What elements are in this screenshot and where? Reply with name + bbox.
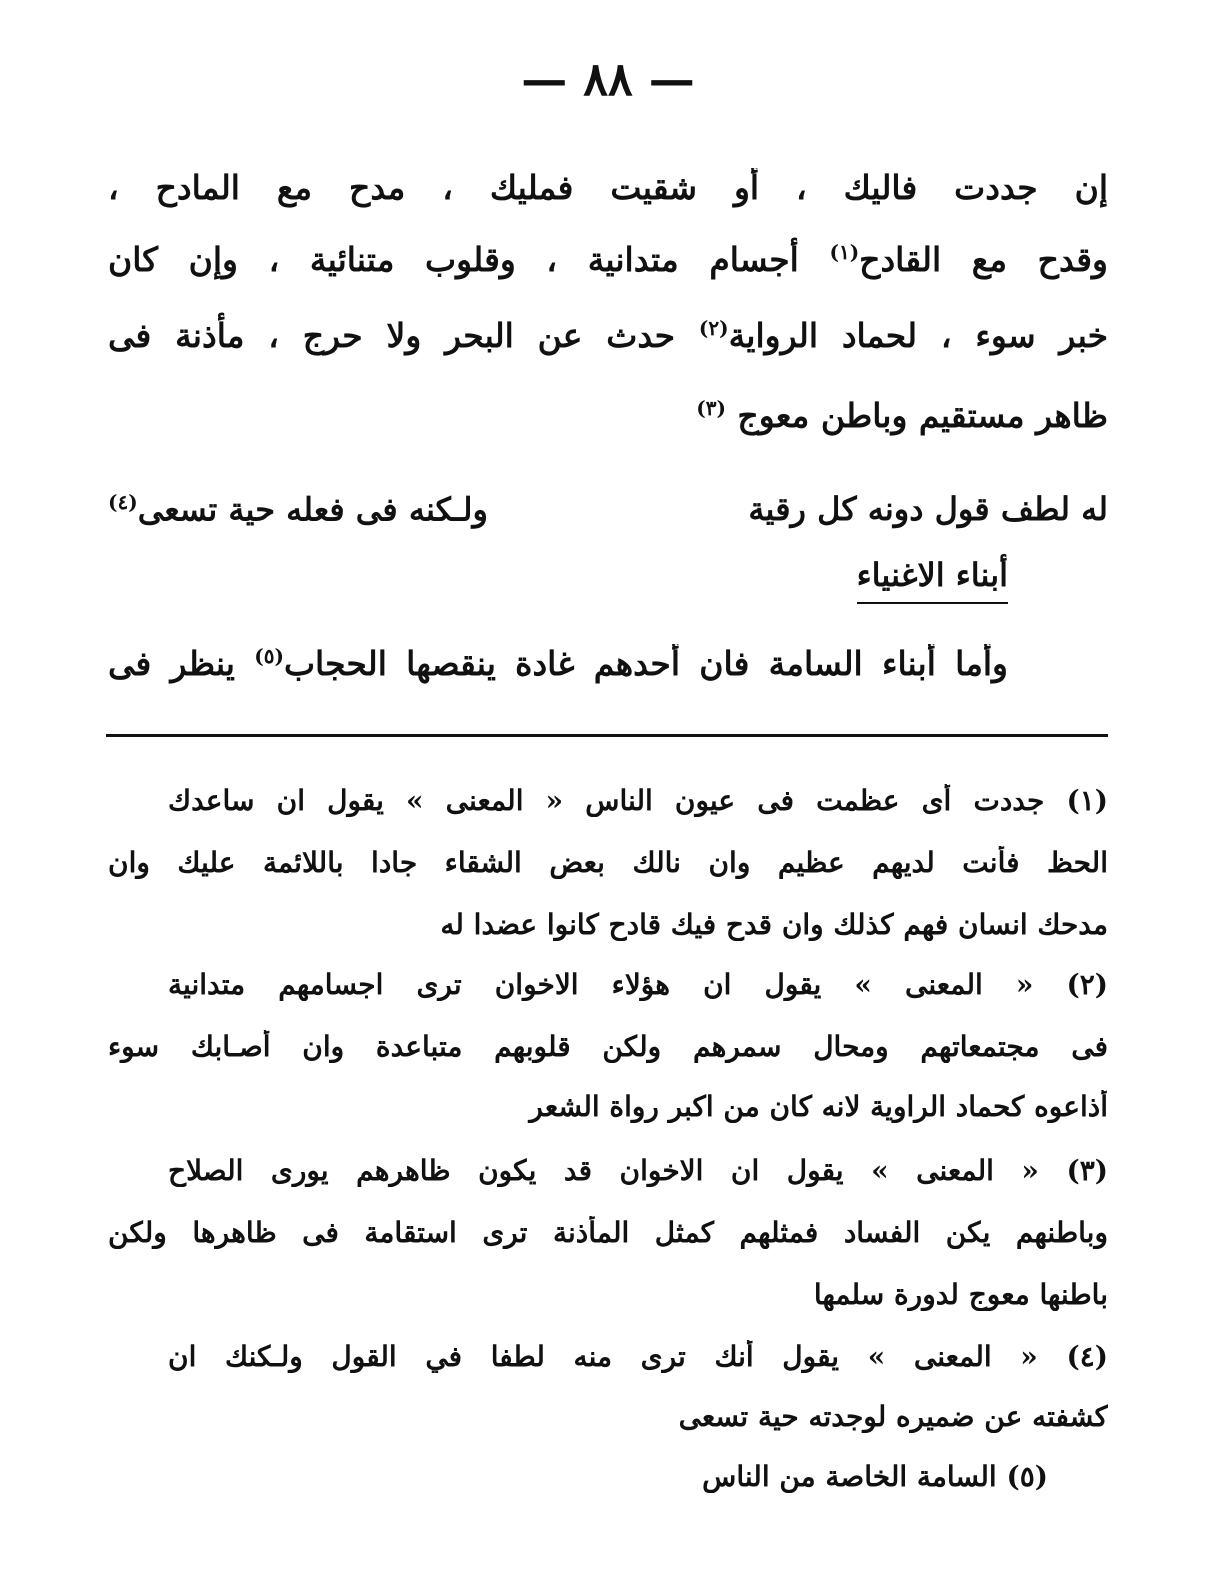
body-line-text: حدث عن البحر ولا حرج ، مأذنة فى <box>108 316 676 355</box>
footnote-text: فى مجتمعاتهم ومحال سمرهم ولكن قلوبهم متباعدة وان أصـابك سوء <box>108 1030 1108 1063</box>
footnote-text: كشفته عن ضميره لوجدته حية تسعى <box>678 1400 1108 1433</box>
body-line-text: خبر سوء ، لحماد الرواية <box>728 316 1108 355</box>
footnote-marker: (١) <box>829 240 860 264</box>
footnote-text: (٤) « المعنى » يقول أنك ترى منه لطفا في القول ولـكنك ان <box>168 1340 1108 1373</box>
footnote-line <box>108 846 1108 879</box>
footnote-text: وباطنهم يكن الفساد فمثلهم كمثل المأذنة ترى استقامة فى ظاهرها ولكن <box>108 1216 1108 1249</box>
page-number: — ٨٨ — <box>521 52 695 106</box>
section-text: وأما أبناء السامة فان أحدهم غادة ينقصها الحجاب <box>283 644 1008 683</box>
body-line <box>108 240 1108 279</box>
footnote-text: الحظ فأنت لديهم عظيم وان نالك بعض الشقاء جادا باللائمة عليك وان <box>108 846 1108 879</box>
body-line <box>108 396 1108 435</box>
body-paragraph <box>108 168 1108 458</box>
section-paragraph <box>108 644 1108 694</box>
verse-first-hemistich: له لطف قول دونه كل رقية <box>748 490 1108 528</box>
body-line <box>108 316 1108 355</box>
footnote-line <box>168 968 1108 1001</box>
footnote-line <box>168 784 1108 817</box>
body-line <box>108 168 1108 207</box>
footnote-text: (٣) « المعنى » يقول ان الاخوان قد يكون ظاهرهم يورى الصلاح <box>168 1154 1108 1187</box>
verse-second-hemistich: ولـكنه فى فعله حية تسعى <box>137 490 488 529</box>
footnote-line <box>108 1216 1108 1249</box>
footnote-marker: (٤) <box>108 490 138 514</box>
body-line-text: أجسام متدانية ، وقلوب متنائية ، وإن كان <box>108 240 799 279</box>
footnote-text: (٥) السامة الخاصة من الناس <box>702 1460 1048 1493</box>
body-line-text: وقدح مع القادح <box>859 240 1108 279</box>
verse-line <box>108 490 1108 534</box>
footnote-divider <box>106 734 1108 737</box>
section-text-end: ينظر فى <box>108 644 235 683</box>
footnotes <box>108 784 1108 1564</box>
footnote-marker: (٣) <box>696 396 726 420</box>
body-line-text: ظاهر مستقيم وباطن معوج <box>737 396 1108 435</box>
section-heading: أبناء الاغنياء <box>857 556 1008 604</box>
footnote-line <box>108 1460 1048 1493</box>
footnote-marker: (٥) <box>254 644 284 668</box>
footnote-text: مدحك انسان فهم كذلك وان قدح فيك قادح كانوا عضدا له <box>440 908 1108 941</box>
footnote-line <box>108 1030 1108 1063</box>
body-line <box>108 644 1008 683</box>
footnote-marker: (٢) <box>698 316 729 340</box>
footnote-text: (١) جددت أى عظمت فى عيون الناس « المعنى » يقول ان ساعدك <box>168 784 1108 817</box>
footnote-line <box>168 1154 1108 1187</box>
footnote-line <box>108 1278 1108 1311</box>
footnote-line <box>108 1400 1108 1433</box>
footnote-line <box>108 908 1108 941</box>
footnote-line <box>108 1090 1108 1123</box>
footnote-text: (٢) « المعنى » يقول ان هؤلاء الاخوان ترى اجسامهم متدانية <box>168 968 1108 1001</box>
footnote-text: باطنها معوج لدورة سلمها <box>813 1278 1108 1311</box>
verse-second-hemistich-group <box>108 490 488 529</box>
body-line-text: إن جددت فاليك ، أو شقيت فمليك ، مدح مع المادح ، <box>108 168 1108 207</box>
footnote-text: أذاعوه كحماد الراوية لانه كان من اكبر رواة الشعر <box>529 1090 1108 1123</box>
footnote-line <box>168 1340 1108 1373</box>
